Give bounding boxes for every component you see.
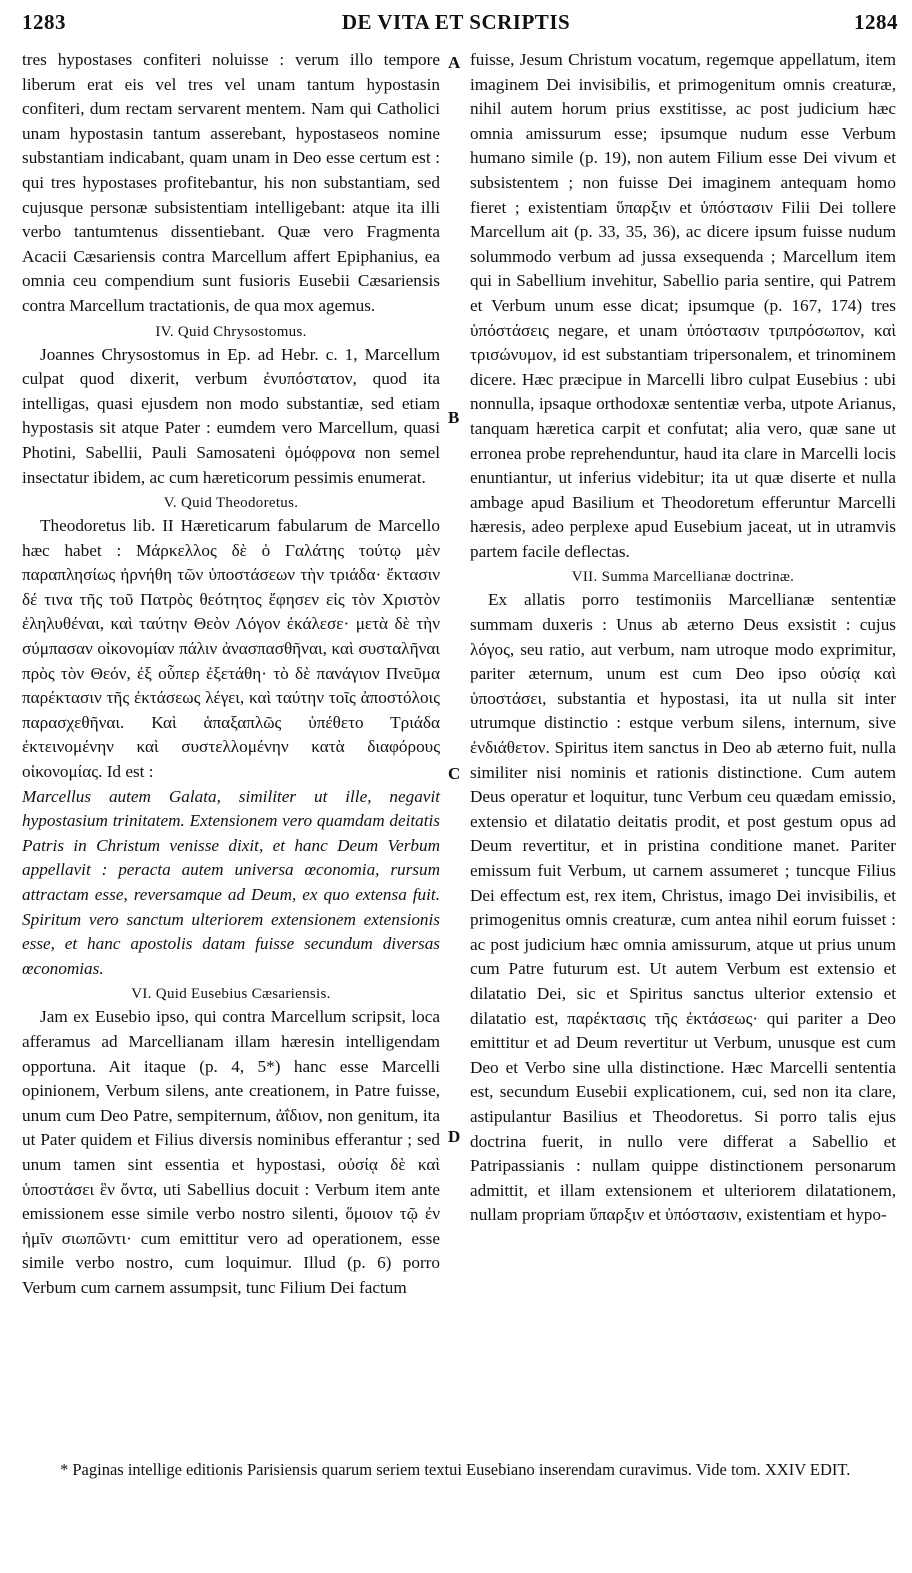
section-heading-eusebius: VI. Quid Eusebius Cæsariensis. xyxy=(131,986,331,1003)
page-header xyxy=(0,0,912,40)
page-number-left: 1283 xyxy=(22,10,66,34)
right-column xyxy=(470,48,896,1228)
right-paragraph-2: Ex allatis porro testimoniis Marcellianæ sententiæ summam duxeris : Unus ab æterno Deus exsistit : cujus λόγος, seu ratio, aut verbum, nam utroque modo exprimitur, pariter æternum, unum est cum Deo ipso οὐσίᾳ καὶ ὑποστάσει, substantia et hypostasi, ita ut nulla sit inter utrumque distinctio : estque verbum silens, internum, sive ἐνδιάθετον. Spiritus item sanctus in Deo ab æterno fuit, nulla similiter nisi nominis et rationis distinctione. Cum autem Deus operatur et loquitur, tunc Verbum ceu quædam emissio, extensio et dilatatio deitatis prodit, et post gestum opus ad Deum revertitur, et in pristina conditione manet. Pariter emissum fuit Verbum, ut carnem assumeret ; tuncque Filius Dei effectum est, rex item, Christus, imago Dei invisibilis, et primogenitus omnis creaturæ, cum antea nihil eorum fuisset : ac post judicium hæc omnia amissurum, atque ut prius unum cum Patre futurum est. Ut autem Verbum est extensio et dilatatio Dei, sic et Spiritus sanctus ulterior extensio et dilatatio est, παρέκτασις τῆς ἐκτάσεως· qui pariter a Deo emittitur et ad Deum revertitur ut Verbum, unusque est cum Deo et Verbo sine ulla distinctione. Hæc Marcelli sententia est, secundum Eusebii explicationem, cui, sed non ita clare, astipulantur Basilius et Theodoretus. Si porro talis ejus doctrina fuerit, in nullo vere differat a Sabellio et Patripassianis : nullam quippe distinctionem personarum admittit, et illam extensionem et ulteriorem dilatationem, nullam propriam ὕπαρξιν et ὑπόστασιν, existentiam et hypo- xyxy=(470,590,896,1225)
margin-letter-d: D xyxy=(448,1127,461,1146)
right-paragraph-1: fuisse, Jesum Christum vocatum, regemque appellatum, item imaginem Dei invisibilis, et primogenitum omnis creaturæ, nihil autem horum prius exstitisse, ac post judicium hæc omnia amissurum esse; ipsumque nudum esse Verbum humano simile (p. 19), non autem Filium esse Dei vivum et subsistentem ; non fuisse Dei imaginem antequam homo fieret ; existentiam ὕπαρξιν et ὑπόστασιν Filii Dei tollere Marcellum ait (p. 33, 35, 36), ac dicere ipsum fuisse nudum solummodo verbum ad jussa exsequenda ; Marcellum item qui in Sabellium invehitur, Sabellio paria sentire, qui Patrem et Verbum unum esse dicat; ipsumque (p. 167, 174) tres ὑπόστάσεις negare, et unam ὑπόστασιν τριπρόσωπον, καὶ τρισώνυμον, id est substantiam tripersonalem, et trinominem dicere. Hæc præcipue in Marcelli libro culpat Eusebius : ubi nonnulla, ipsaque orthodoxæ sententiæ verba, utpote Arianus, tanquam hæretica carpit et confutat; alia vero, quæ sane ut erronea probe reprehenduntur, haud ita clare in Marcelli locis enuntiantur, ut inferius videbitur; ita ut quæ diserte et nulla ambage apud Basilium et Theodoretum efferuntur Marcelli hæresis, adeo perplexe apud Eusebium jaceat, ut in utramvis partem facile deflectas. xyxy=(470,50,896,561)
left-paragraph-1: tres hypostases confiteri noluisse : verum illo tempore liberum erat eis vel tres vel unam tantum hypostasin confiteri, dum rectam servarent mentem. Nam qui Catholici unam hypostasin tantum asserebant, hypostaseos nomine substantiam indicabant, quam unam in Deo esse certum est : qui tres hypostases profitebantur, his non substantiam, sed cujusque personæ subsistentiam intelligebant: atque ita illi verbo tantumtenus dissentiebant. Quæ vero Fragmenta Acacii Cæsariensis contra Marcellum affert Epiphanius, ea omnia ceu compendium sunt fusioris Eusebii Cæsariensis contra Marcellum tractationis, de qua mox agemus. xyxy=(22,50,440,315)
margin-letter-a: A xyxy=(448,53,461,72)
left-paragraph-2: Joannes Chrysostomus in Ep. ad Hebr. c. 1, Marcellum culpat quod dixerit, verbum ἐνυπόστατον, quod ita intelligas, quasi ejusdem non modo substantiæ, sed etiam hypostasis sit atque Pater : eumdem vero Marcellum, quasi Photini, Sabellii, Pauli Samosateni ὁμόφρονα non semel insectatur ibidem, ac cum hæreticorum pessimis enumerat. xyxy=(22,344,440,487)
running-title: DE VITA ET SCRIPTIS xyxy=(341,10,571,34)
left-paragraph-3-translation: Marcellus autem Galata, similiter ut ille, negavit hypostasium trinitatem. Extensionem vero quamdam deitatis Patris in Christum venisse dixit, et hanc Deum Verbum appellavit : peracta autem universa œconomia, rursum attractam esse, reversamque ad Deum, ex quo extensa fuit. Spiritum vero sanctum ulteriorem extensionem extensionis esse, et hanc apostolis datam fuisse secundum diversas œconomias. xyxy=(22,786,440,978)
footnote-text: * Paginas intellige editionis Parisiensis quarum seriem textui Eusebiano inserendam curavimus. Vide tom. XXIV EDIT. xyxy=(60,1460,851,1479)
left-paragraph-3: Theodoretus lib. II Hæreticarum fabularum de Marcello hæc habet : Μάρκελλος δὲ ὁ Γαλάτης τούτῳ μὲν παραπλησίως ἠρνήθη τῶν ὑποστάσεων τὴν τριάδα· ἔκτασιν δέ τινα τῆς τοῦ Πατρὸς θεότητος ἔφησεν εἰς τὸν Χριστὸν ἐληλυθέναι, καὶ ταύτην Θεὸν Λόγον ἐκάλεσε· μετὰ δὲ τὴν σύμπασαν οἰκονομίαν πάλιν ἀνασπασθῆναι, καὶ συσταλῆναι πρὸς τὸν Θεόν, ἐξ οὗπερ ἐξετάθη· τὸ δὲ πανάγιον Πνεῦμα παρέκτασιν τῆς ἐκτάσεως λέγει, καὶ ταύτην τοῖς ἀποστόλοις παρασχεθῆναι. Καὶ ἁπαξαπλῶς ὑπέθετο Τριάδα ἐκτεινομένην καὶ συστελλομένην κατὰ διαφόρους οἰκονομίας. Id est : xyxy=(22,516,440,782)
left-column xyxy=(22,48,440,1301)
margin-letter-c: C xyxy=(448,764,461,783)
margin-letter-b: B xyxy=(448,408,460,427)
left-paragraph-4: Jam ex Eusebio ipso, qui contra Marcellum scripsit, loca afferamus ad Marcellianam illam hæresin intelligendam opportuna. Ait itaque (p. 4, 5*) hanc esse Marcelli opinionem, Verbum silens, ante creationem, in Patre fuisse, unum cum Deo Patre, sempiternum, ἀΐδιον, non genitum, ita ut Pater quidem et Filius diversis nominibus efferantur ; sed unum tamen sint essentia et hypostasi, οὐσίᾳ δὲ καὶ ὑποστάσει ἓν ὄντα, uti Sabellius docuit : Verbum item ante emissionem esse simile verbo nostro silenti, ὅμοιον τῷ ἐν ἡμῖν σιωπῶντι· cum emittitur vero ad operationem, esse simile verbo nostro, cum loquimur. Illud (p. 6) porro Verbum cum carnem assumpsit, tunc Filium Dei factum xyxy=(22,1007,440,1297)
section-heading-theodoretus: V. Quid Theodoretus. xyxy=(163,495,299,512)
page-number-right: 1284 xyxy=(854,10,898,34)
section-heading-summa: VII. Summa Marcellianæ doctrinæ. xyxy=(571,569,795,586)
footnote xyxy=(22,1458,894,1482)
section-heading-chrysostomus: IV. Quid Chrysostomus. xyxy=(155,323,307,340)
